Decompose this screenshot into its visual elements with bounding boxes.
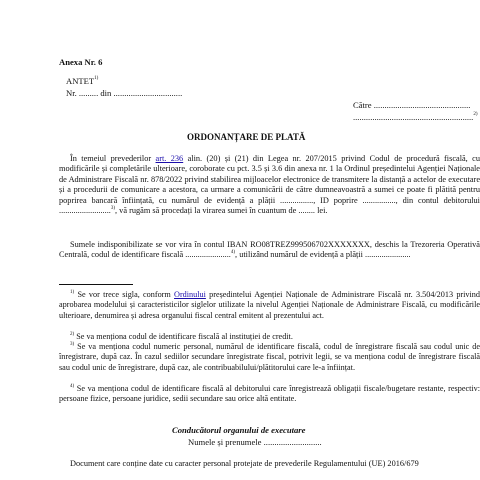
para1-note: 3)	[110, 206, 116, 212]
footnote-1	[59, 290, 480, 321]
para1-rest: alin. (20) și (21) din Legea nr. 207/2015 privind Codul de procedură fiscală, cu modificările și completările ulterioare, coroborate cu pct. 3.5 și 3.6 din anexa nr. 1 la Ordinul președintelui Agenției Naționale de Administrare Fiscală nr. 878/2022 privind stabilirea mijloacelor electronice de transmitere la distanță a actelor de executare și a procedurii de comunicare a acestora, ca urmare a comunicării de către dumneavoastră a sumei ce poate fi plătită pentru poprirea bancară înființată, cu numărul de evidență a plății ................, ID poprire ................, din contul debitorului .........................	[59, 154, 480, 216]
document-title: ORDONANȚARE DE PLATĂ	[187, 132, 306, 142]
antet-text: ANTET	[66, 76, 95, 86]
signature-name-line: Numele și prenumele ...........................	[188, 437, 322, 447]
antet-label	[66, 76, 98, 86]
footnote-3-num: 3)	[70, 342, 75, 347]
footnote-2-num: 2)	[70, 332, 75, 337]
ordin-link[interactable]: Ordinului	[174, 290, 206, 299]
para2-note: 4)	[230, 250, 236, 256]
catre-line-2	[353, 112, 477, 122]
catre-line: Către .............................................	[353, 100, 471, 110]
footnote-1-rest: președintelui Agenției Naționale de Administrare Fiscală nr. 3.504/2013 privind aprobarea modelului și caracteristicilor siglelor utilizate la nivelul Agenției Naționale de Administrare Fiscală, cu modificările ulterioare, denumirea și adresa organului fiscal central emitent al prezentului act.	[59, 290, 480, 320]
footnote-separator	[59, 284, 133, 285]
catre-dots: ........................................................	[353, 112, 474, 122]
para2-tail: , utilizând numărul de evidență a plății ......................	[235, 250, 411, 260]
paragraph-legal-basis	[59, 154, 480, 216]
para2-text: Sumele indisponibilizate se vor vira în contul IBAN RO08TREZ999506702XXXXXXX, deschis la Trezoreria Operativă Centrală, codul de identificare fiscală ......................	[59, 240, 480, 260]
annex-title: Anexa Nr. 6	[59, 57, 103, 67]
antet-note: 1)	[94, 76, 99, 81]
privacy-note: Document care conține date cu caracter personal protejate de prevederile Regulamentului (UE) 2016/679	[70, 459, 419, 468]
article-236-link[interactable]: art. 236	[155, 154, 184, 163]
footnote-2-text: Se va menționa codul de identificare fiscală al instituției de credit.	[74, 332, 293, 341]
signature-heading: Conducătorul organului de executare	[172, 425, 306, 435]
paragraph-transfer	[59, 240, 480, 261]
footnote-1-num: 1)	[70, 290, 75, 295]
footnote-3	[59, 342, 480, 373]
footnote-2	[59, 332, 480, 342]
footnote-4	[59, 384, 480, 405]
footnote-4-text: Se va menționa codul de identificare fiscală al debitorului care înregistrează obligații fiscale/bugetare restante, respectiv: persoane fizice, persoane juridice, sedii secundare sau orice altă entitate.	[59, 384, 480, 404]
footnote-4-num: 4)	[70, 384, 75, 389]
catre-note: 2)	[473, 112, 478, 117]
footnote-3-text: Se va menționa codul numeric personal, numărul de identificare fiscală, codul de înregistrare fiscală sau codul unic de înregistrare, după caz. În cazul sediilor secundare înregistrate fiscal, potrivit legii, se va menționa codul de înregistrare fiscală sau codul unic de înregistrare, după caz, ale contribuabilului/plătitorului care le-a înființat.	[59, 342, 480, 372]
para1-tail: , vă rugăm să procedați la virarea sumei în cuantum de ........ lei.	[115, 206, 328, 216]
footnote-1-lead: Se vor trece sigla, conform	[74, 290, 175, 299]
nr-line: Nr. ......... din ................................	[66, 88, 183, 98]
para1-lead: În temeiul prevederilor	[70, 154, 156, 163]
